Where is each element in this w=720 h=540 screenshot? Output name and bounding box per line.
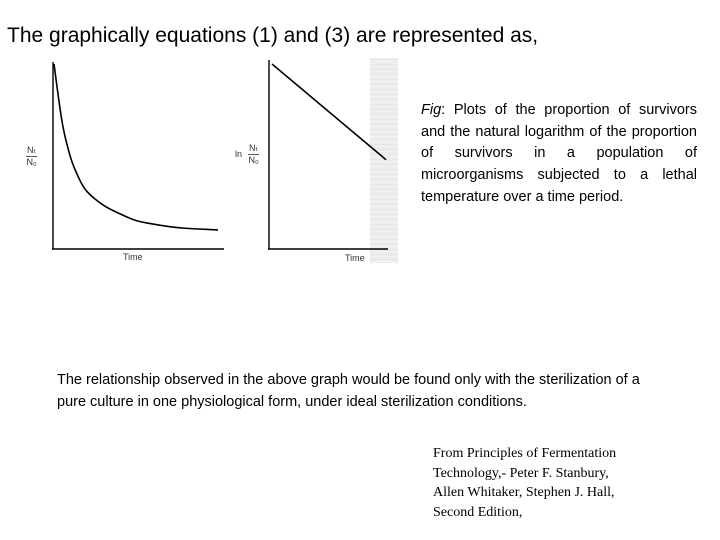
reference-line: Allen Whitaker, Stephen J. Hall,	[433, 485, 615, 500]
y-axis-label-log-survivors	[248, 143, 259, 166]
ylabel-denominator: N₀	[248, 155, 259, 165]
survivors-chart	[52, 62, 224, 250]
ylabel-denominator: N₀	[26, 157, 37, 167]
y-axis-label-survivors	[26, 145, 37, 168]
reference-citation	[433, 444, 663, 522]
relationship-paragraph: The relationship observed in the above graph would be found only with the sterilization of a pure culture in one physiological form, under ideal sterilization conditions.	[57, 372, 640, 410]
log-survivors-line	[272, 64, 386, 160]
survivors-curve	[54, 64, 218, 230]
reference-line: From Principles of Fermentation	[433, 446, 617, 461]
reference-line: Technology,- Peter F. Stanbury,	[433, 465, 609, 481]
reference-line: Second Edition,	[433, 504, 523, 520]
ylabel-ln-prefix: ln	[235, 149, 243, 159]
caption-prefix: Fig	[421, 102, 442, 118]
figure-caption	[421, 100, 697, 209]
x-axis-label-time: Time	[123, 252, 143, 262]
log-survivors-chart	[268, 60, 390, 250]
x-axis-label-time: Time	[345, 253, 365, 263]
caption-text: : Plots of the proportion of survivors and the natural logarithm of the proportion of survivors in a population of microorganisms subjected to a lethal temperature over a time period.	[421, 102, 697, 205]
ylabel-numerator: Nₜ	[27, 145, 37, 155]
ylabel-numerator: Nₜ	[249, 143, 259, 153]
page-heading: The graphically equations (1) and (3) are represented as,	[7, 24, 539, 47]
